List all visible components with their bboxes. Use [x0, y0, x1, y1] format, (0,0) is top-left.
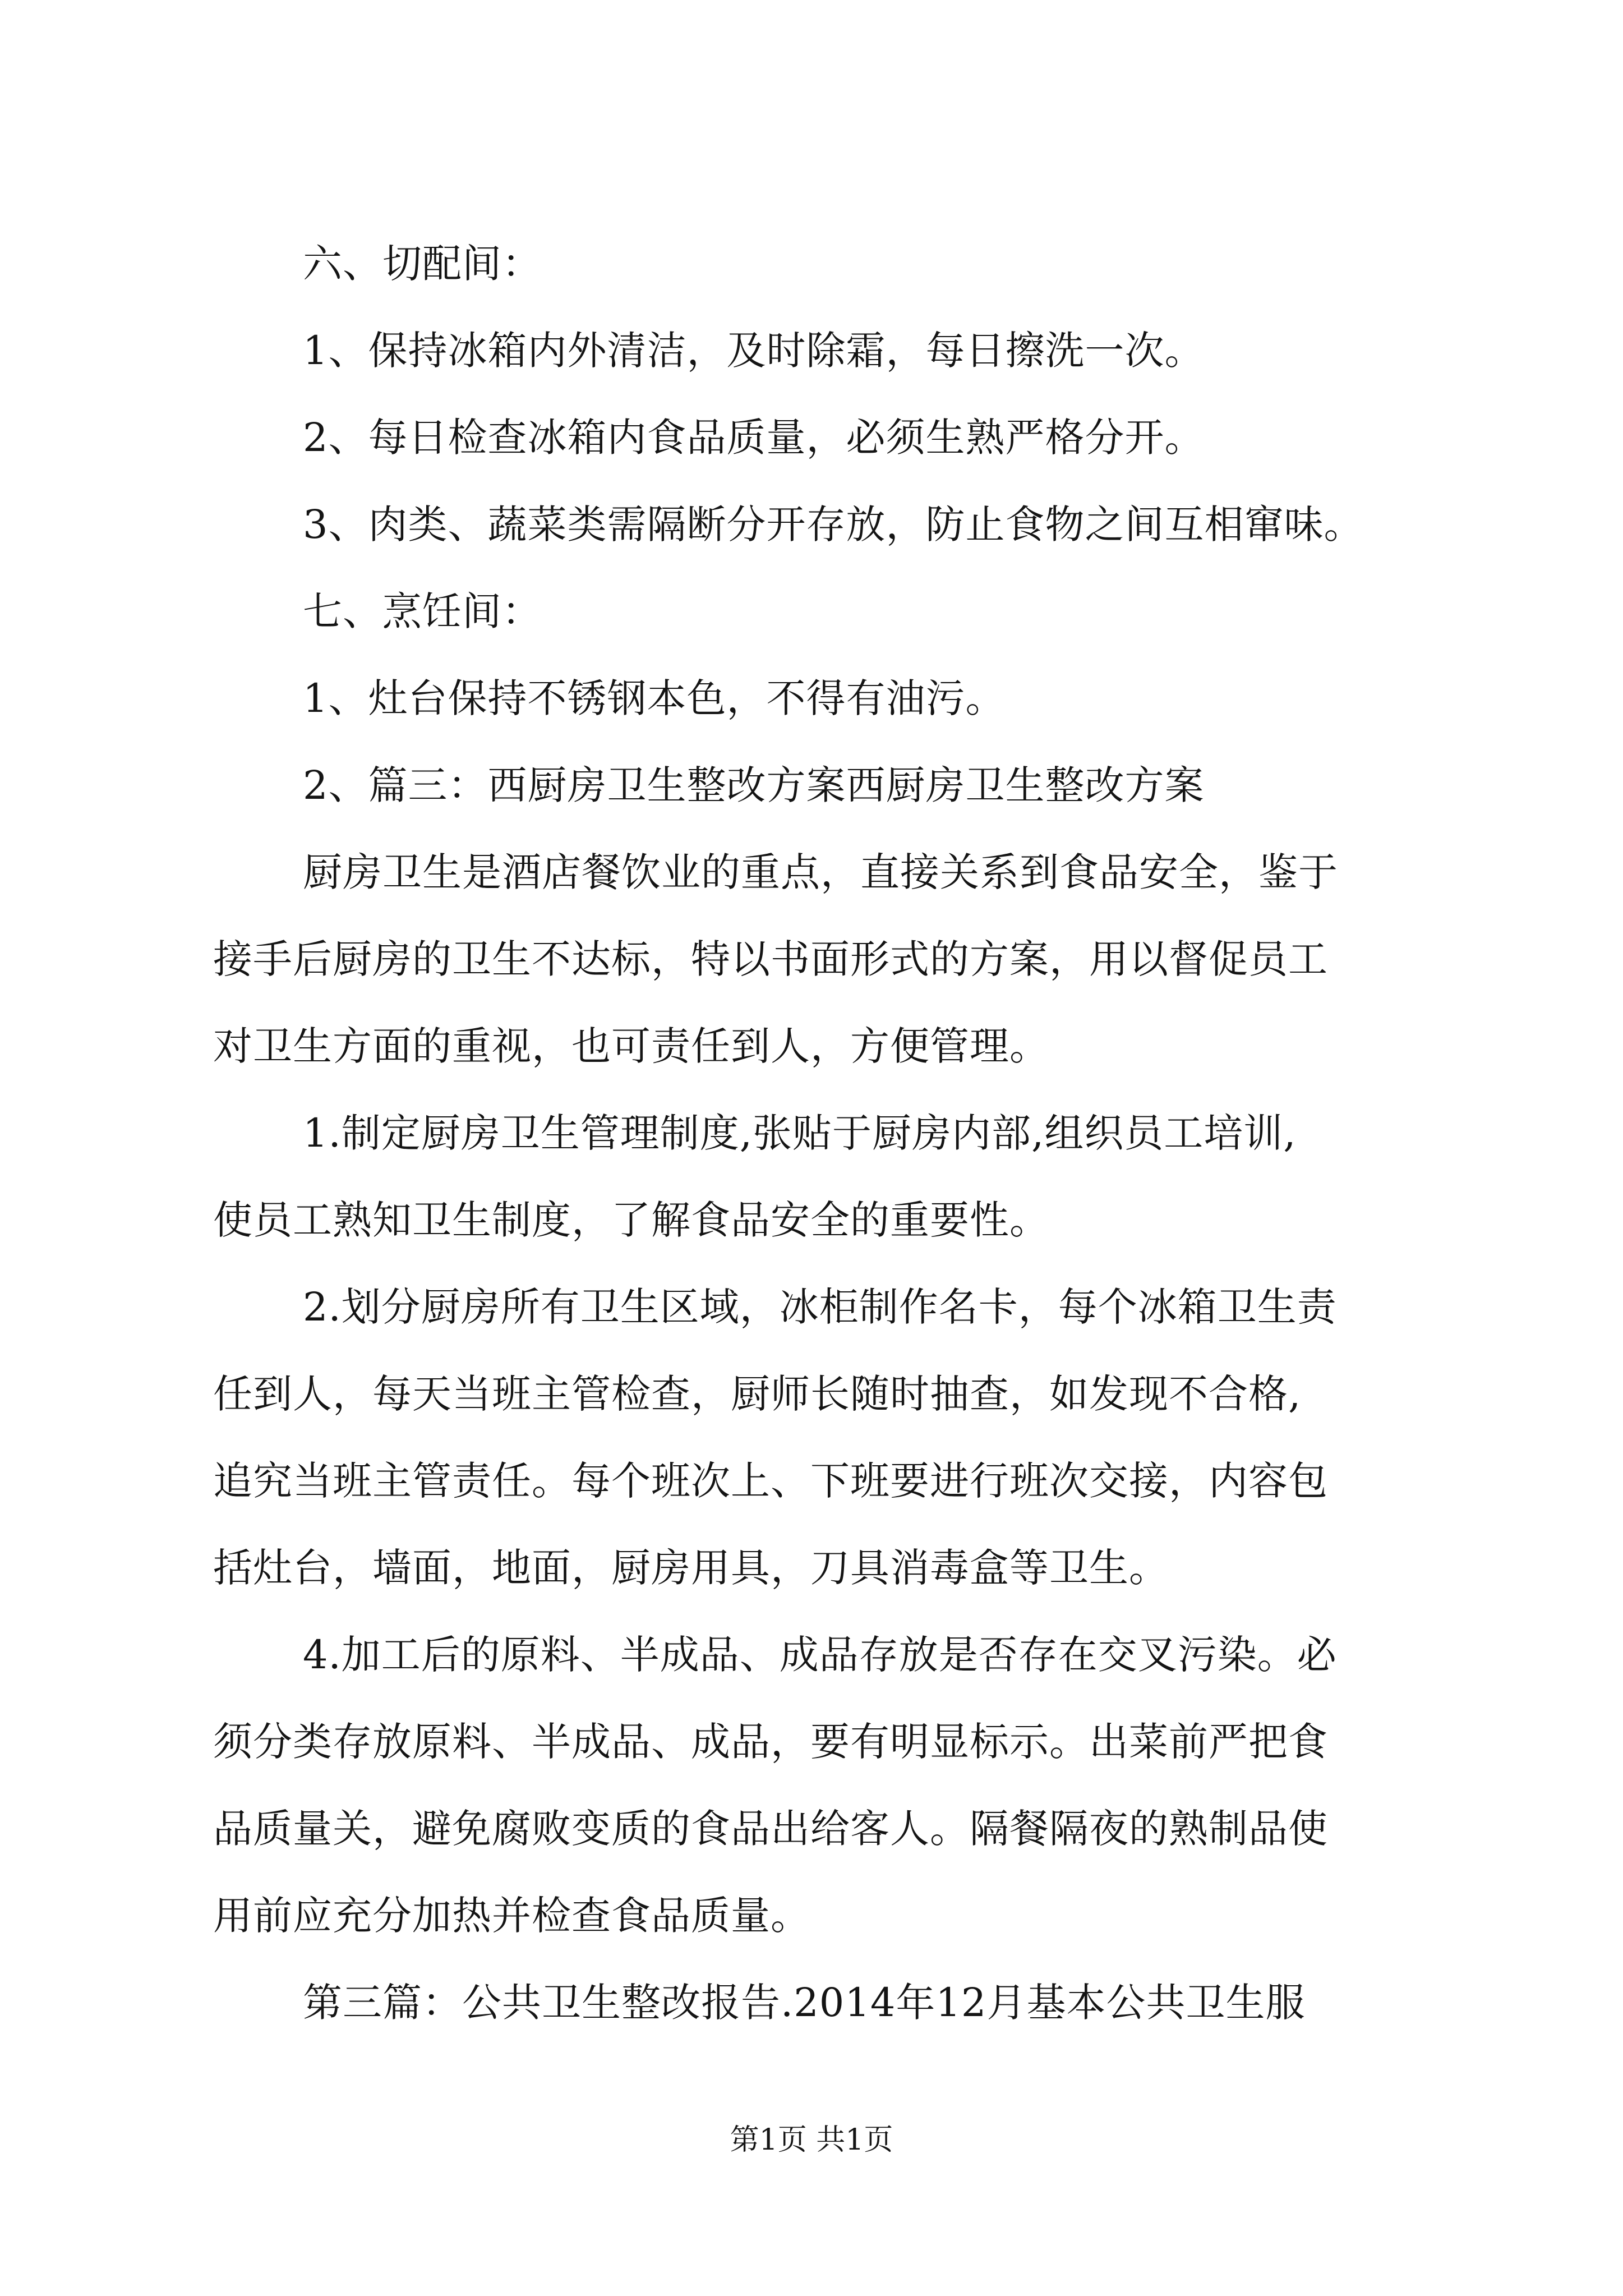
paragraph-line: 括灶台，墙面，地面，厨房用具，刀具消毒盒等卫生。 [213, 1545, 1169, 1591]
paragraph-line: 品质量关，避免腐败变质的食品出给客人。隔餐隔夜的熟制品使 [213, 1806, 1328, 1852]
paragraph-line: 任到人，每天当班主管检查，厨师长随时抽查，如发现不合格, [213, 1371, 1302, 1417]
paragraph-line: 1、保持冰箱内外清洁，及时除霜，每日擦洗一次。 [303, 328, 1205, 374]
paragraph-line: 接手后厨房的卫生不达标，特以书面形式的方案，用以督促员工 [213, 936, 1328, 982]
paragraph-line: 使员工熟知卫生制度，了解食品安全的重要性。 [213, 1197, 1049, 1243]
paragraph-line: 2、篇三：西厨房卫生整改方案西厨房卫生整改方案 [303, 762, 1205, 808]
paragraph-line: 2.划分厨房所有卫生区域，冰柜制作名卡，每个冰箱卫生责 [303, 1284, 1337, 1330]
paragraph-line: 4.加工后的原料、半成品、成品存放是否存在交叉污染。必 [303, 1632, 1337, 1678]
paragraph-line: 用前应充分加热并检查食品质量。 [213, 1893, 810, 1939]
paragraph-line: 对卫生方面的重视，也可责任到人，方便管理。 [213, 1023, 1049, 1069]
section-heading-seven: 七、烹饪间： [303, 588, 542, 634]
section-heading-six: 六、切配间： [303, 241, 542, 287]
paragraph-line: 厨房卫生是酒店餐饮业的重点，直接关系到食品安全，鉴于 [303, 849, 1338, 895]
page-number-footer: 第1页 共1页 [730, 2123, 893, 2157]
paragraph-line: 3、肉类、蔬菜类需隔断分开存放，防止食物之间互相窜味。 [303, 501, 1364, 547]
paragraph-line: 2、每日检查冰箱内食品质量，必须生熟严格分开。 [303, 415, 1205, 461]
paragraph-line: 第三篇：公共卫生整改报告.2014年12月基本公共卫生服 [303, 1980, 1306, 2026]
paragraph-line: 须分类存放原料、半成品、成品，要有明显标示。出菜前严把食 [213, 1719, 1328, 1765]
paragraph-line: 1、灶台保持不锈钢本色，不得有油污。 [303, 675, 1006, 721]
paragraph-line: 1.制定厨房卫生管理制度,张贴于厨房内部,组织员工培训, [303, 1110, 1297, 1156]
paragraph-line: 追究当班主管责任。每个班次上、下班要进行班次交接，内容包 [213, 1458, 1328, 1504]
